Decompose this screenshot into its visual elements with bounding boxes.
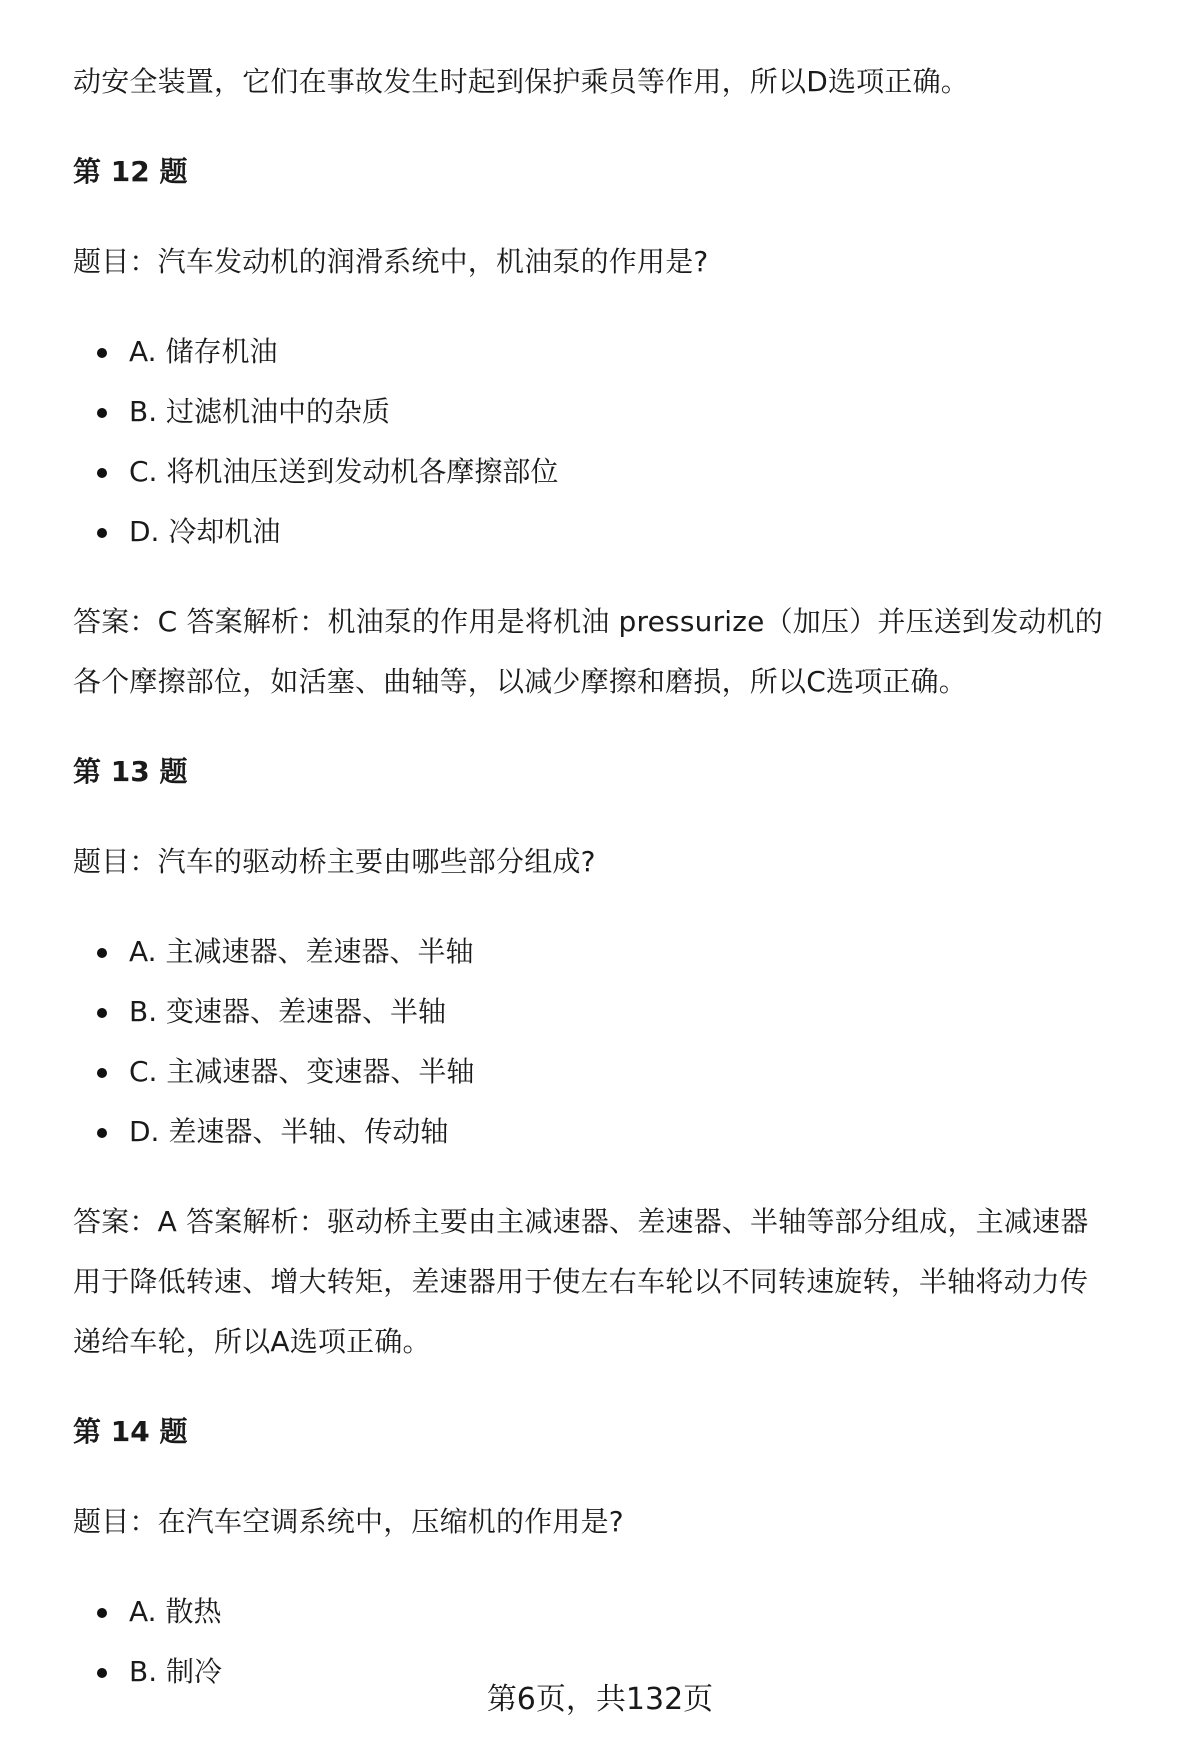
- answer-line: 答案：A 答案解析：驱动桥主要由主减速器、差速器、半轴等部分组成，主减速器: [73, 1205, 1089, 1238]
- option-list: [73, 922, 1153, 1162]
- option-text: C. 将机油压送到发动机各摩擦部位: [129, 455, 559, 488]
- bullet-icon: [97, 468, 107, 478]
- option-text: C. 主减速器、变速器、半轴: [129, 1055, 475, 1088]
- question-prompt: 题目：在汽车空调系统中，压缩机的作用是?: [73, 1505, 624, 1538]
- question-heading: 第 12 题: [73, 155, 188, 188]
- answer-line: 递给车轮，所以A选项正确。: [73, 1325, 431, 1358]
- option-item: [73, 322, 1153, 382]
- question-prompt: 题目：汽车发动机的润滑系统中，机油泵的作用是?: [73, 245, 709, 278]
- continued-paragraph: 动安全装置，它们在事故发生时起到保护乘员等作用，所以D选项正确。: [73, 65, 969, 98]
- option-item: [73, 1042, 1153, 1102]
- answer-line: 用于降低转速、增大转矩，差速器用于使左右车轮以不同转速旋转，半轴将动力传: [73, 1265, 1089, 1298]
- bullet-icon: [97, 1668, 107, 1678]
- option-item: [73, 442, 1153, 502]
- option-item: [73, 502, 1153, 562]
- bullet-icon: [97, 528, 107, 538]
- answer-line: 答案：C 答案解析：机油泵的作用是将机油 pressurize（加压）并压送到发动机的: [73, 605, 1103, 638]
- bullet-icon: [97, 948, 107, 958]
- option-text: B. 过滤机油中的杂质: [129, 395, 391, 428]
- bullet-icon: [97, 1608, 107, 1618]
- bullet-icon: [97, 1008, 107, 1018]
- option-text: D. 冷却机油: [129, 515, 281, 548]
- option-text: B. 变速器、差速器、半轴: [129, 995, 447, 1028]
- option-item: [73, 382, 1153, 442]
- answer-explanation: [73, 592, 1153, 712]
- question-12: [73, 142, 1153, 742]
- question-13: [73, 742, 1153, 1402]
- option-text: B. 制冷: [129, 1655, 223, 1688]
- question-heading: 第 14 题: [73, 1415, 188, 1448]
- option-text: A. 主减速器、差速器、半轴: [129, 935, 474, 968]
- option-item: [73, 1582, 1153, 1642]
- question-heading: 第 13 题: [73, 755, 188, 788]
- option-item: [73, 922, 1153, 982]
- bullet-icon: [97, 348, 107, 358]
- option-text: D. 差速器、半轴、传动轴: [129, 1115, 449, 1148]
- bullet-icon: [97, 408, 107, 418]
- answer-line: 各个摩擦部位，如活塞、曲轴等，以减少摩擦和磨损，所以C选项正确。: [73, 665, 967, 698]
- option-text: A. 储存机油: [129, 335, 278, 368]
- option-list: [73, 322, 1153, 562]
- bullet-icon: [97, 1068, 107, 1078]
- option-item: [73, 1102, 1153, 1162]
- question-prompt: 题目：汽车的驱动桥主要由哪些部分组成?: [73, 845, 596, 878]
- answer-explanation: [73, 1192, 1153, 1372]
- question-14: [73, 1402, 1153, 1702]
- option-text: A. 散热: [129, 1595, 222, 1628]
- page-number-footer: 第6页，共132页: [486, 1682, 714, 1717]
- page-content: [73, 52, 1153, 1702]
- option-item: [73, 982, 1153, 1042]
- bullet-icon: [97, 1128, 107, 1138]
